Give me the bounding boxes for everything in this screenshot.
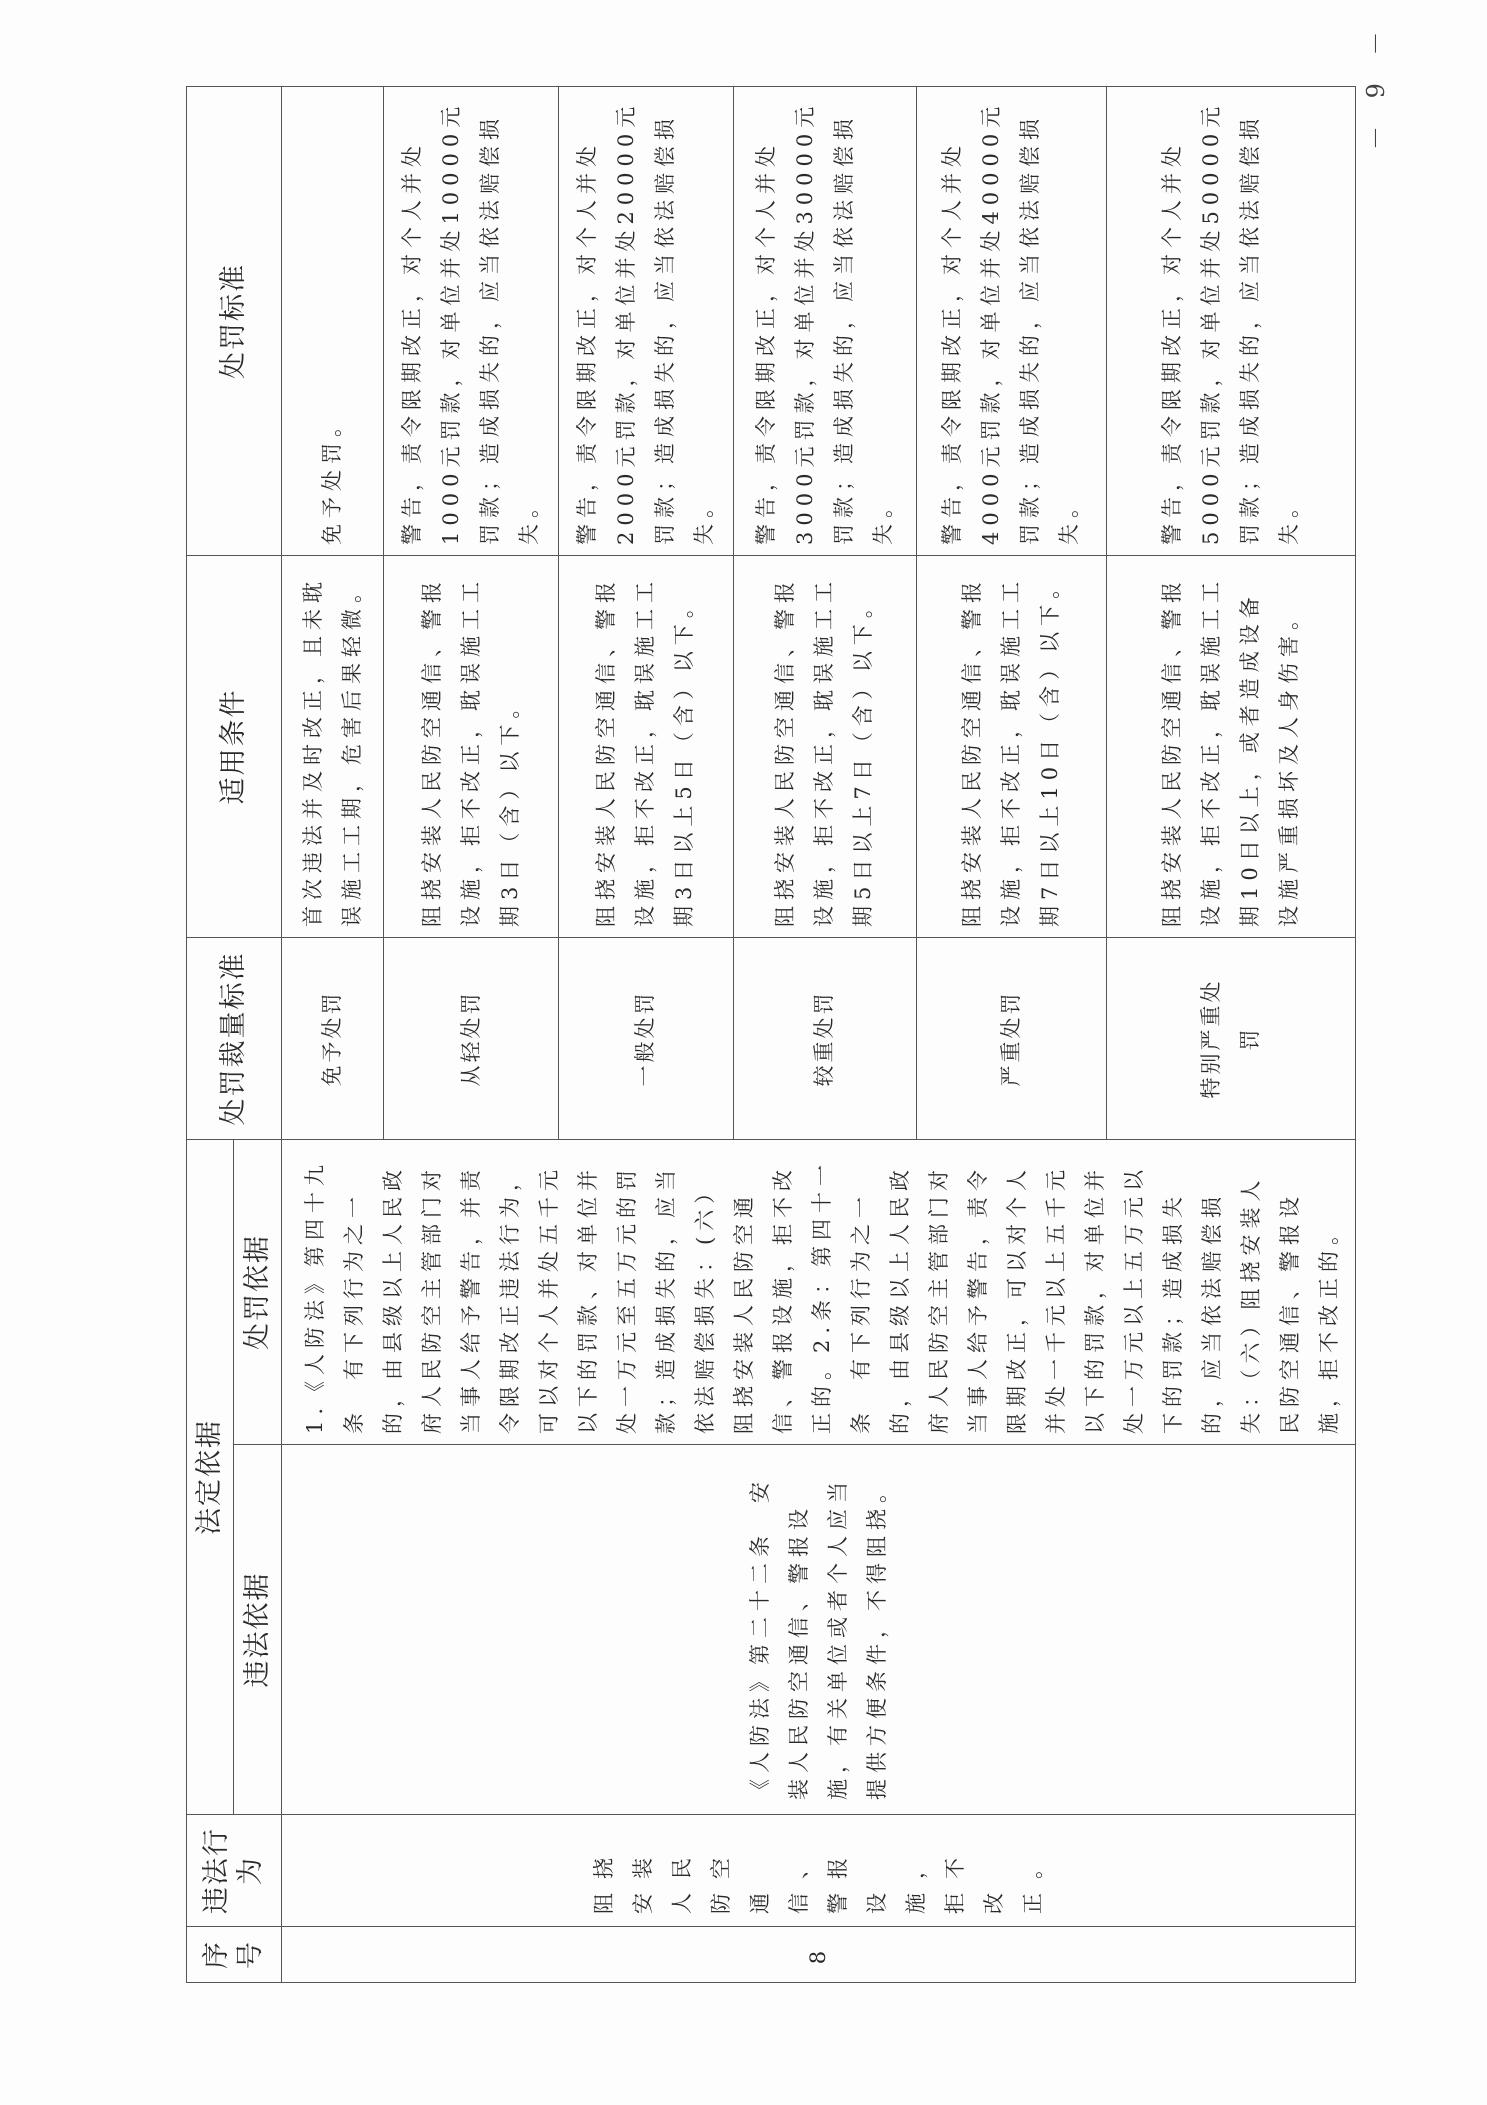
level-condition: 首次违法并及时改正，且未耽误施工工期，危害后果轻微。 — [282, 556, 384, 938]
level-condition: 阻挠安装人民防空通信、警报设施，拒不改正，耽误施工工期7日以上10日（含）以下。 — [916, 556, 1106, 938]
penalty-table — [186, 86, 1356, 1983]
level-condition: 阻挠安装人民防空通信、警报设施，拒不改正，耽误施工工期3日（含）以下。 — [384, 556, 559, 938]
level-condition: 阻挠安装人民防空通信、警报设施，拒不改正，耽误施工工期10日以上，或者造成设备设施严重损坏及人身伤害。 — [1106, 556, 1355, 938]
level-label: 免予处罚 — [282, 938, 384, 1140]
level-label: 一般处罚 — [559, 938, 734, 1140]
header-seq: 序号 — [187, 1927, 282, 1983]
level-standard: 警告，责令限期改正，对个人并处5000元罚款，对单位并处50000元罚款；造成损失的，应当依法赔偿损失。 — [1106, 87, 1355, 556]
header-violation-basis: 违法依据 — [234, 1445, 282, 1815]
item-act: 阻挠安装人民防空通信、警报设施，拒不改正。 — [282, 1815, 1356, 1927]
level-condition: 阻挠安装人民防空通信、警报设施，拒不改正，耽误施工工期5日以上7日（含）以下。 — [733, 556, 916, 938]
level-label: 较重处罚 — [733, 938, 916, 1140]
level-standard: 警告，责令限期改正，对个人并处4000元罚款，对单位并处40000元罚款；造成损失的，应当依法赔偿损失。 — [916, 87, 1106, 556]
item-violation-basis: 《人防法》第二十二条 安装人民防空通信、警报设施，有关单位或者个人应当提供方便条件，不得阻挠。 — [282, 1445, 1356, 1815]
header-legal-basis: 法定依据 — [187, 1140, 234, 1815]
header-penalty-basis: 处罚依据 — [234, 1140, 282, 1445]
level-standard: 警告，责令限期改正，对个人并处3000元罚款，对单位并处30000元罚款；造成损失的，应当依法赔偿损失。 — [733, 87, 916, 556]
table-row — [282, 87, 384, 1983]
item-seq: 8 — [282, 1927, 1356, 1983]
header-conditions: 适用条件 — [187, 556, 282, 938]
level-standard: 免予处罚。 — [282, 87, 384, 556]
page-number: － 9 － — [1362, 21, 1390, 150]
level-label: 特别严重处罚 — [1106, 938, 1355, 1140]
level-label: 从轻处罚 — [384, 938, 559, 1140]
header-act: 违法行为 — [187, 1815, 282, 1927]
level-standard: 警告，责令限期改正，对个人并处1000元罚款，对单位并处10000元罚款；造成损失的，应当依法赔偿损失。 — [384, 87, 559, 556]
header-penalty-standard: 处罚标准 — [187, 87, 282, 556]
level-standard: 警告，责令限期改正，对个人并处2000元罚款，对单位并处20000元罚款；造成损失的，应当依法赔偿损失。 — [559, 87, 734, 556]
penalty-standard-table-page — [186, 87, 1341, 1983]
level-condition: 阻挠安装人民防空通信、警报设施，拒不改正，耽误施工工期3日以上5日（含）以下。 — [559, 556, 734, 938]
item-penalty-basis: 1.《人防法》第四十九条 有下列行为之一的，由县级以上人民政府人民防空主管部门对当事人给予警告，并责令限期改正违法行为，可以对个人并处五千元以下的罚款、对单位并处一万元至五万元的罚款；造成损失的，应当依法赔偿损失：(六）阻挠安装人民防空通信、警报设施，拒不改正的。2.条：第四十一条 有下列行为之一的，由县级以上人民政府人民防空主管部门对当事人给予警告，责令限期改正，可以对个人并处一千元以上五千元以下的罚款，对单位并处一万元以上五万元以下的罚款；造成损失的，应当依法赔偿损失：（六）阻挠安装人民防空通信、警报设施，拒不改正的。 — [282, 1140, 1356, 1445]
header-discretion: 处罚裁量标准 — [187, 938, 282, 1140]
level-label: 严重处罚 — [916, 938, 1106, 1140]
